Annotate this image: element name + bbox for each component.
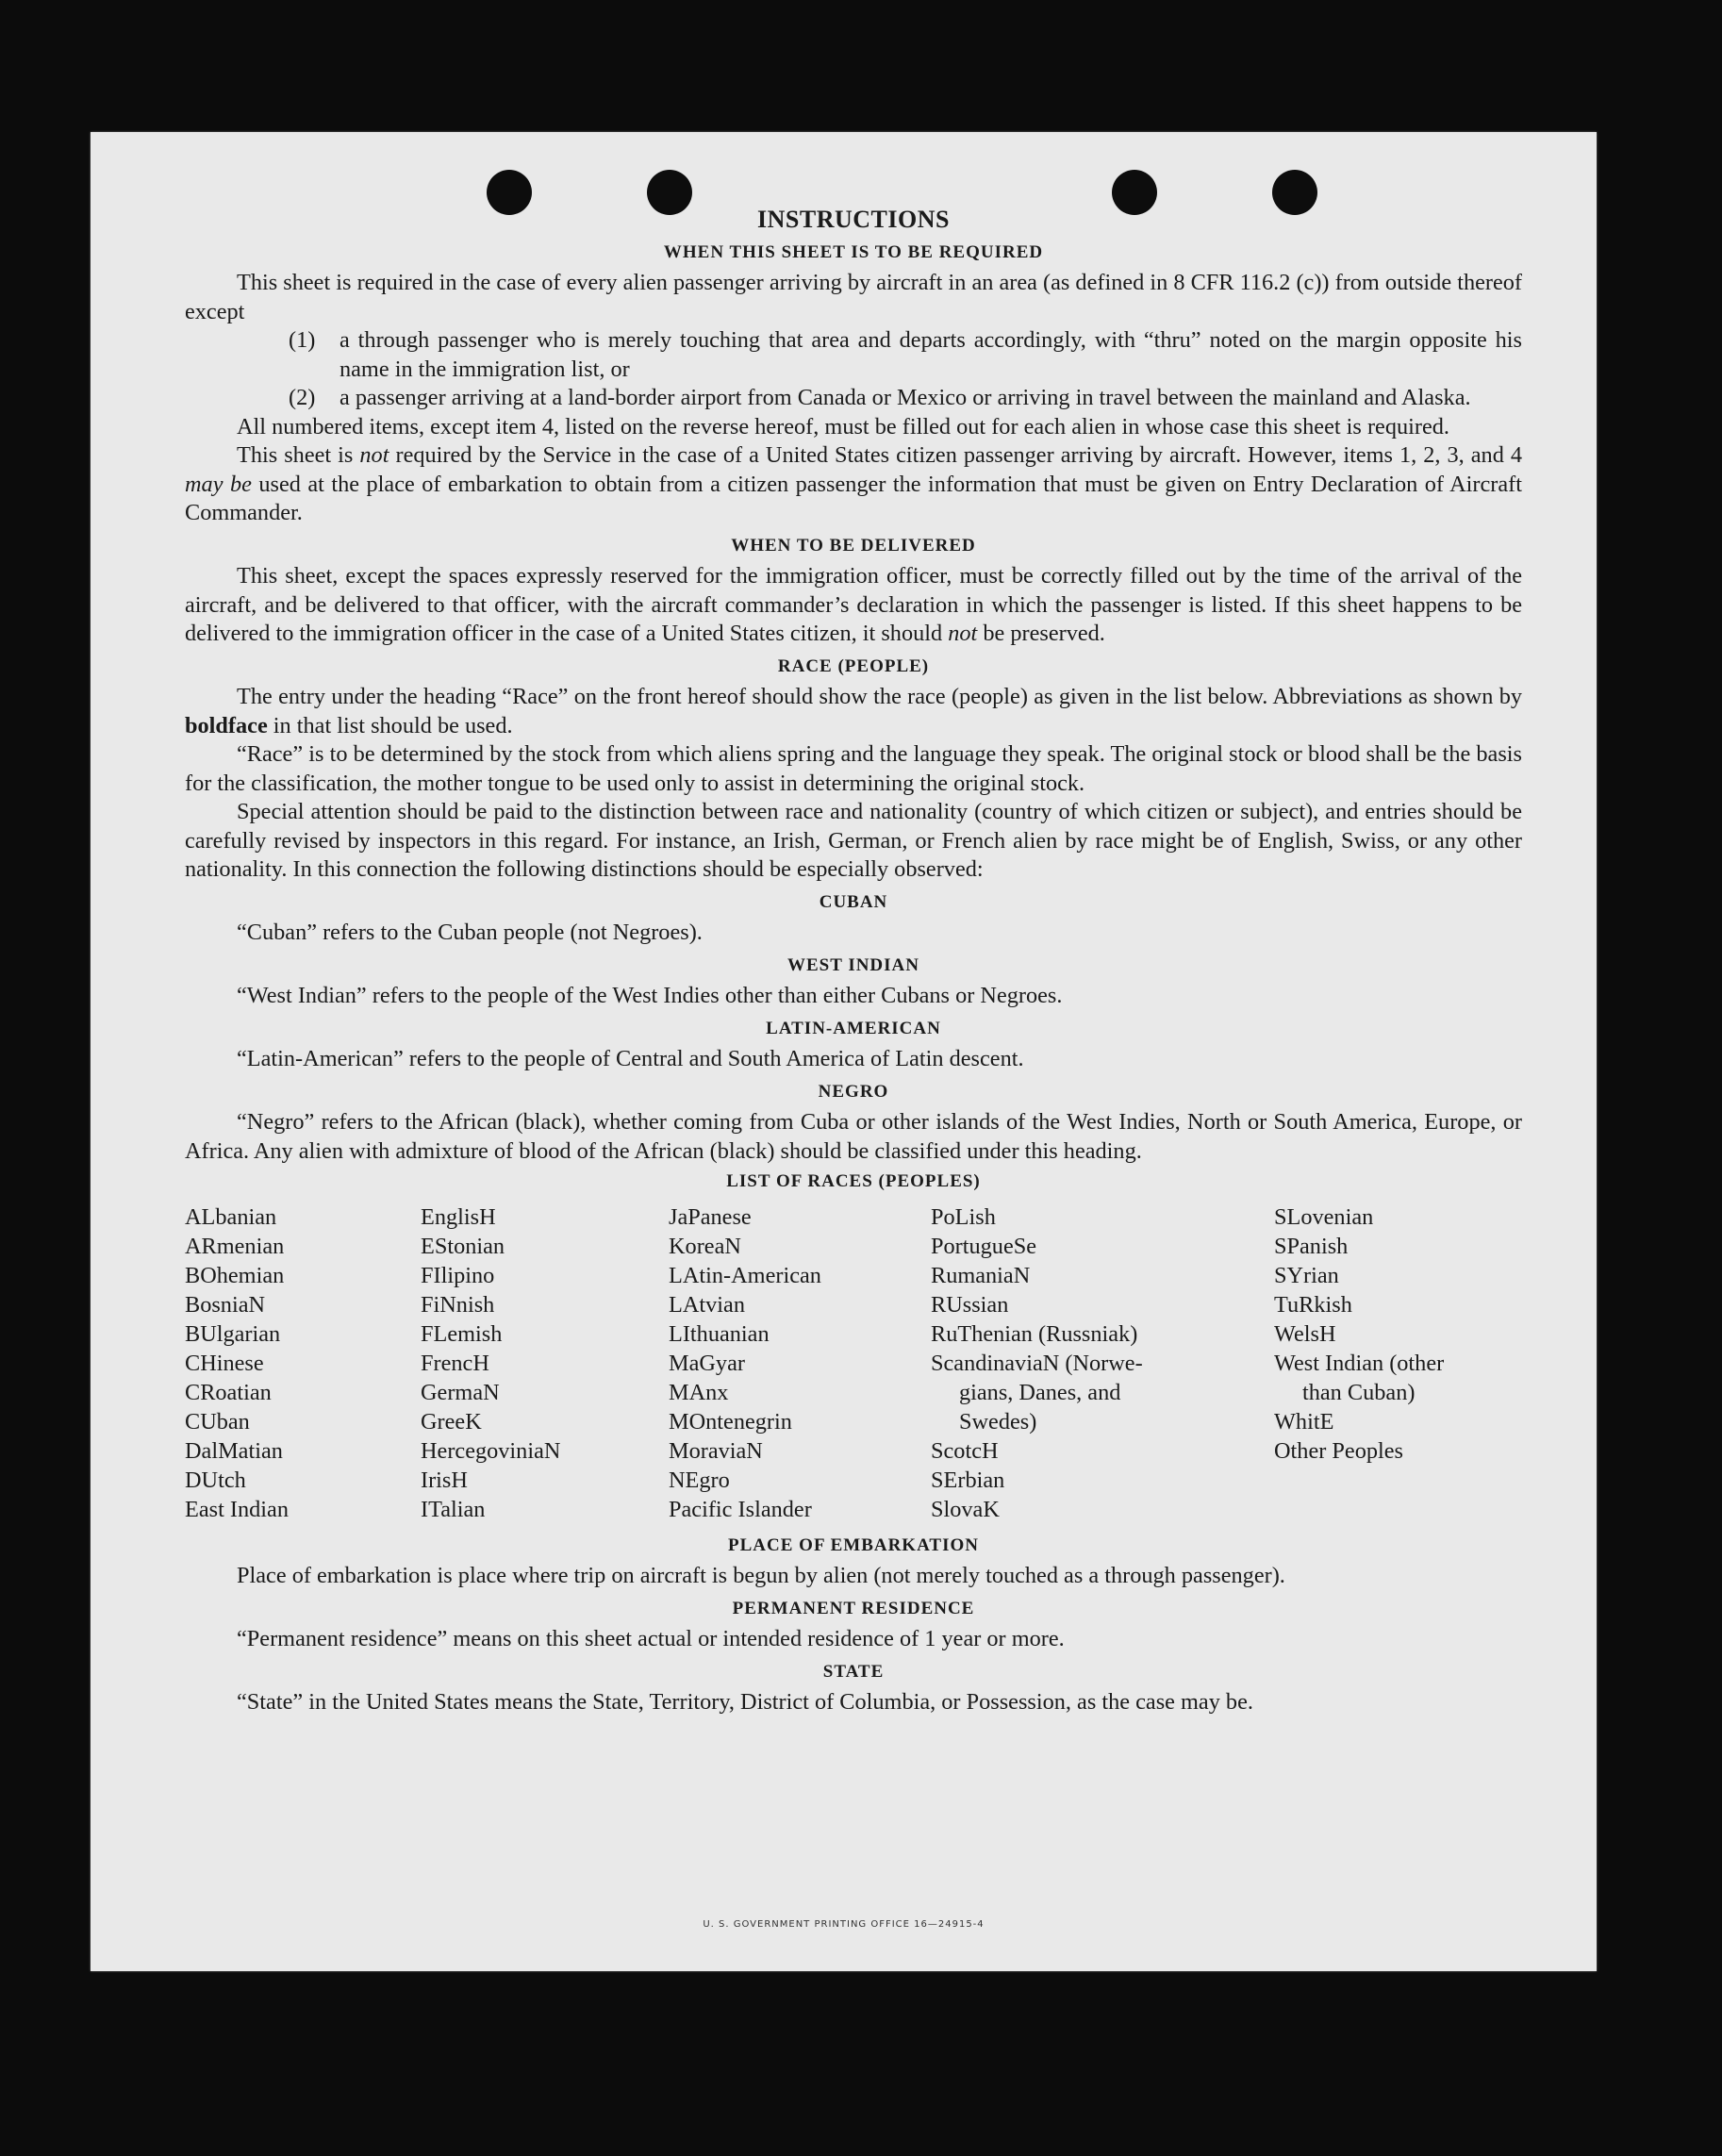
race-entry: WelsH <box>1274 1320 1336 1347</box>
race-column <box>931 1202 1274 1524</box>
page-title: INSTRUCTIONS <box>757 206 950 233</box>
heading-when-required: WHEN THIS SHEET IS TO BE REQUIRED <box>663 241 1044 262</box>
race-column <box>669 1202 931 1524</box>
race-entry: LIthuanian <box>669 1320 770 1347</box>
race-entry: Swedes) <box>959 1408 1037 1435</box>
paragraph-race-stock: “Race” is to be determined by the stock from which aliens spring and the language they speak. The original stock or blood shall be the basis for the classification, the mother tongue to be used only to assist in determining the original stock. <box>185 741 1522 796</box>
race-entry: MoraviaN <box>669 1437 763 1464</box>
exception-item <box>185 326 1522 384</box>
race-entry: RUssian <box>931 1291 1009 1318</box>
race-entry: ScandinaviaN (Norwe- <box>931 1350 1143 1376</box>
printer-imprint: U. S. GOVERNMENT PRINTING OFFICE 16—24915-4 <box>703 1919 985 1930</box>
race-entry: PoLish <box>931 1203 996 1230</box>
race-entry: SPanish <box>1274 1233 1349 1259</box>
race-entry: SlovaK <box>931 1496 1000 1522</box>
race-entry: BosniaN <box>185 1291 266 1318</box>
text-run: used at the place of embarkation to obtain from a citizen passenger the information that must be given on Entry Declaration of Aircraft Commander. <box>185 471 1522 525</box>
race-entry: East Indian <box>185 1496 289 1522</box>
text-run: required by the Service in the case of a United States citizen passenger arriving by aircraft. However, items 1, 2, 3, and 4 <box>389 442 1523 468</box>
race-entry: LAtvian <box>669 1291 745 1318</box>
paragraph-delivered <box>185 562 1522 649</box>
paragraph-required: This sheet is required in the case of every alien passenger arriving by aircraft in an area (as defined in 8 CFR 116.2 (c)) from outside thereof except <box>185 270 1522 324</box>
race-entry: West Indian (other <box>1274 1350 1445 1376</box>
text-run: be preserved. <box>977 621 1105 646</box>
race-entry: JaPanese <box>669 1203 752 1230</box>
paragraph-permanent-residence: “Permanent residence” means on this sheet actual or intended residence of 1 year or more. <box>237 1626 1065 1651</box>
race-entry: DalMatian <box>185 1437 283 1464</box>
heading-permanent-residence: PERMANENT RESIDENCE <box>732 1598 975 1618</box>
race-entry: SYrian <box>1274 1262 1339 1288</box>
text-run: The entry under the heading “Race” on the front hereof should show the race (people) as given in the list below. Abbreviations as shown by <box>237 684 1522 709</box>
sheet-content <box>185 204 1522 1717</box>
heading-latin-american: LATIN-AMERICAN <box>766 1018 941 1038</box>
race-entry: GreeK <box>421 1408 482 1435</box>
race-entry: MaGyar <box>669 1350 745 1376</box>
heading-list-of-races: LIST OF RACES (PEOPLES) <box>726 1171 981 1191</box>
race-entry: PortugueSe <box>931 1233 1037 1259</box>
race-entry: RuThenian (Russniak) <box>931 1320 1138 1347</box>
paragraph-cuban: “Cuban” refers to the Cuban people (not Negroes). <box>237 920 703 945</box>
race-entry: Other Peoples <box>1274 1437 1403 1464</box>
race-entry: WhitE <box>1274 1408 1334 1435</box>
paragraph-negro: “Negro” refers to the African (black), whether coming from Cuba or other islands of the West Indies, North or South America, Europe, or Africa. Any alien with admixture of blood of the African (black) should be classified under this heading. <box>185 1109 1522 1164</box>
race-entry: DUtch <box>185 1467 246 1493</box>
paragraph-race-entry <box>185 683 1522 740</box>
race-column <box>1274 1202 1522 1524</box>
exception-number: (1) <box>289 327 316 353</box>
race-entry: GermaN <box>421 1379 500 1405</box>
race-entry: than Cuban) <box>1302 1379 1416 1405</box>
race-entry: FiNnish <box>421 1291 495 1318</box>
heading-when-delivered: WHEN TO BE DELIVERED <box>731 535 976 556</box>
race-entry: EnglisH <box>421 1203 496 1230</box>
race-column <box>185 1202 421 1524</box>
race-entry: gians, Danes, and <box>959 1379 1121 1405</box>
bold-text: boldface <box>185 712 268 738</box>
race-entry: BUlgarian <box>185 1320 281 1347</box>
race-entry: FIlipino <box>421 1262 495 1288</box>
heading-west-indian: WEST INDIAN <box>787 954 919 975</box>
race-entry: RumaniaN <box>931 1262 1031 1288</box>
race-entry: SLovenian <box>1274 1203 1374 1230</box>
race-entry: Pacific Islander <box>669 1496 812 1522</box>
race-entry: ScotcH <box>931 1437 999 1464</box>
exception-item <box>185 384 1522 413</box>
paragraph-state: “State” in the United States means the State, Territory, District of Columbia, or Possession, as the case may be. <box>237 1689 1253 1715</box>
text-run: in that list should be used. <box>267 712 513 738</box>
exception-text: a through passenger who is merely touching that area and departs accordingly, with “thru” noted on the margin opposite his name in the immigration list, or <box>339 327 1522 382</box>
heading-cuban: CUBAN <box>819 891 888 912</box>
paragraph-west-indian: “West Indian” refers to the people of the West Indies other than either Cubans or Negroes. <box>237 983 1063 1008</box>
emphasis-text: may be <box>185 471 252 497</box>
race-column <box>421 1202 669 1524</box>
heading-embarkation: PLACE OF EMBARKATION <box>728 1534 979 1555</box>
heading-race: RACE (PEOPLE) <box>777 655 930 676</box>
race-entry: ITalian <box>421 1496 486 1522</box>
race-entry: CRoatian <box>185 1379 272 1405</box>
paragraph-citizen <box>185 441 1522 528</box>
race-entry: CHinese <box>185 1350 264 1376</box>
paragraph-latin-american: “Latin-American” refers to the people of Central and South America of Latin descent. <box>237 1046 1024 1071</box>
text-run: This sheet, except the spaces expressly reserved for the immigration officer, must be correctly filled out by the time of the arrival of the aircraft, and be delivered to that officer, with the aircraft commander’s declaration in which the passenger is listed. If this sheet happens to be delivered to the immigration officer in the case of a United States citizen, it should <box>185 563 1522 646</box>
race-entry: KoreaN <box>669 1233 741 1259</box>
paragraph-numbered-items: All numbered items, except item 4, listed on the reverse hereof, must be filled out for each alien in whose case this sheet is required. <box>237 413 1449 439</box>
race-entry: CUban <box>185 1408 250 1435</box>
race-entry: IrisH <box>421 1467 468 1493</box>
race-entry: LAtin-American <box>669 1262 821 1288</box>
exception-text: a passenger arriving at a land-border airport from Canada or Mexico or arriving in travel between the mainland and Alaska. <box>339 385 1471 410</box>
paragraph-race-nationality: Special attention should be paid to the distinction between race and nationality (country of which citizen or subject), and entries should be carefully revised by inspectors in this regard. For instance, an Irish, German, or French alien by race might be of English, Swiss, or any other nationality. In this connection the following distinctions should be especially observed: <box>185 799 1522 882</box>
exception-number: (2) <box>289 385 316 410</box>
text-run: This sheet is <box>237 442 360 468</box>
paragraph-embarkation: Place of embarkation is place where trip on aircraft is begun by alien (not merely touched as a through passenger). <box>237 1563 1285 1588</box>
race-entry: MOntenegrin <box>669 1408 792 1435</box>
race-entry: FLemish <box>421 1320 503 1347</box>
emphasis-text: not <box>948 621 978 646</box>
race-entry: MAnx <box>669 1379 729 1405</box>
race-entry: NEgro <box>669 1467 730 1493</box>
heading-negro: NEGRO <box>818 1081 889 1102</box>
race-list <box>185 1202 1522 1524</box>
race-entry: SErbian <box>931 1467 1005 1493</box>
race-entry: HercegoviniaN <box>421 1437 561 1464</box>
race-entry: ARmenian <box>185 1233 285 1259</box>
race-entry: ALbanian <box>185 1203 277 1230</box>
race-entry: TuRkish <box>1274 1291 1352 1318</box>
race-entry: FrencH <box>421 1350 489 1376</box>
instruction-sheet <box>91 132 1597 1971</box>
race-entry: BOhemian <box>185 1262 285 1288</box>
heading-state: STATE <box>822 1661 885 1682</box>
race-entry: EStonian <box>421 1233 505 1259</box>
emphasis-text: not <box>359 442 389 468</box>
